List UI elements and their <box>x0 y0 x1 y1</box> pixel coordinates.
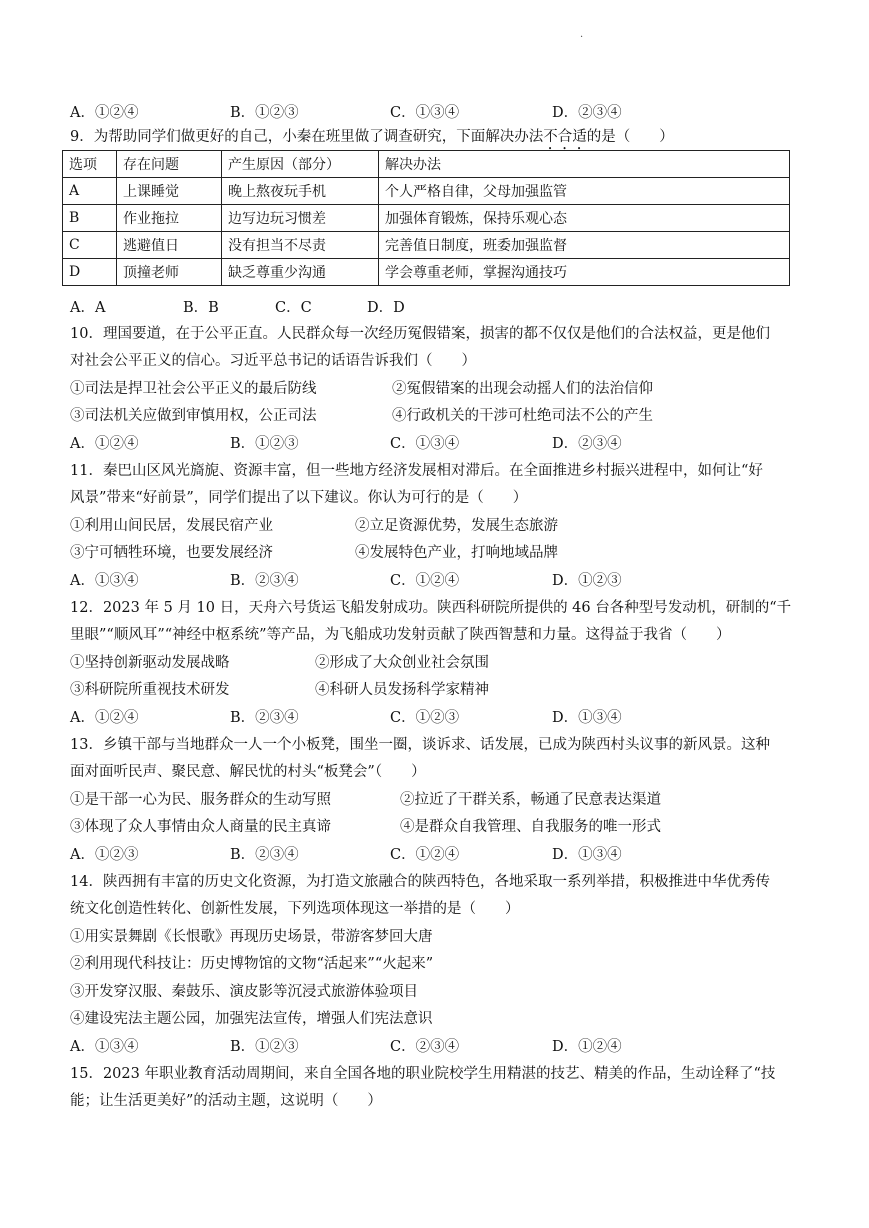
q14-option-a[interactable]: A．①③④ <box>70 1039 139 1055</box>
q8-options <box>70 101 790 123</box>
q13-statement-4: ④是群众自我管理、自我服务的唯一形式 <box>400 819 661 835</box>
q8-option-a[interactable]: A．①②④ <box>70 105 139 121</box>
q9-option-b[interactable]: B．B <box>183 300 219 316</box>
table-cell: 个人严格自律，父母加强监管 <box>379 178 790 205</box>
q9-stem <box>70 125 674 153</box>
q12-statement-4: ④科研人员发扬科学家精神 <box>315 682 489 698</box>
q10-statement-1: ①司法是捍卫社会公平正义的最后防线 <box>70 381 317 397</box>
q11-option-c[interactable]: C．①②④ <box>390 573 460 589</box>
table-cell: B <box>63 205 117 232</box>
q10-statements-row-2 <box>70 404 810 426</box>
table-cell: C <box>63 232 117 259</box>
q13-options <box>70 843 790 865</box>
q8-option-b[interactable]: B．①②③ <box>230 105 299 121</box>
table-header-cell: 选项 <box>63 151 117 178</box>
q13-option-b[interactable]: B．②③④ <box>230 847 299 863</box>
q12-statement-1: ①坚持创新驱动发展战略 <box>70 655 230 671</box>
q12-option-d[interactable]: D．①③④ <box>552 710 622 726</box>
q10-statement-2: ②冤假错案的出现会动摇人们的法治信仰 <box>392 381 653 397</box>
q10-option-a[interactable]: A．①②④ <box>70 436 139 452</box>
table-row <box>63 259 790 286</box>
q13-statement-1: ①是干部一心为民、服务群众的生动写照 <box>70 792 331 808</box>
table-cell: A <box>63 178 117 205</box>
table-header-cell: 解决办法 <box>379 151 790 178</box>
q11-options <box>70 569 790 591</box>
q14-stem-line-2: 统文化创造性转化、创新性发展，下列选项体现这一举措的是（ ） <box>70 901 520 917</box>
q13-stem-line-2: 面对面听民声、聚民意、解民忧的村头“板凳会”（ ） <box>70 764 426 780</box>
table-row <box>63 178 790 205</box>
q10-option-b[interactable]: B．①②③ <box>230 436 299 452</box>
table-row <box>63 205 790 232</box>
q9-option-d[interactable]: D．D <box>367 300 405 316</box>
q15-stem-line-1: 15．2023 年职业教育活动周期间，来自全国各地的职业院校学生用精湛的技艺、精美的作品，生动诠释了“技 <box>70 1066 776 1082</box>
q13-option-c[interactable]: C．①②④ <box>390 847 460 863</box>
table-cell: 作业拖拉 <box>117 205 222 232</box>
q12-option-c[interactable]: C．①②③ <box>390 710 460 726</box>
table-header-cell: 存在问题 <box>117 151 222 178</box>
q14-statement-3: ③开发穿汉服、秦鼓乐、演皮影等沉浸式旅游体验项目 <box>70 984 418 1000</box>
q10-option-d[interactable]: D．②③④ <box>552 436 622 452</box>
table-cell: 晚上熬夜玩手机 <box>222 178 379 205</box>
table-cell: 逃避值日 <box>117 232 222 259</box>
q13-option-d[interactable]: D．①③④ <box>552 847 622 863</box>
q9-options <box>70 296 790 318</box>
q12-statements-row-1 <box>70 651 810 673</box>
q10-stem-line-1: 10．理国要道，在于公平正直。人民群众每一次经历冤假错案，损害的都不仅仅是他们的合法权益，更是他们 <box>70 326 770 342</box>
table-cell: 边写边玩习惯差 <box>222 205 379 232</box>
page-dot: · <box>580 32 584 43</box>
q14-statement-4: ④建设宪法主题公园，加强宪法宣传，增强人们宪法意识 <box>70 1011 433 1027</box>
q11-statement-4: ④发展特色产业，打响地域品牌 <box>355 545 558 561</box>
q14-option-d[interactable]: D．①②④ <box>552 1039 622 1055</box>
q12-statement-2: ②形成了大众创业社会氛围 <box>315 655 489 671</box>
q13-option-a[interactable]: A．①②③ <box>70 847 139 863</box>
q9-option-c[interactable]: C．C <box>275 300 312 316</box>
q12-stem-line-1: 12．2023 年 5 月 10 日，天舟六号货运飞船发射成功。陕西科研院所提供的 46 台各种型号发动机，研制的“千 <box>70 600 792 616</box>
q9-option-a[interactable]: A．A <box>70 300 106 316</box>
q13-statements-row-1 <box>70 788 810 810</box>
q11-statement-3: ③宁可牺牲环境，也要发展经济 <box>70 545 273 561</box>
q9-stem-text-b: 的是（ ） <box>586 129 674 145</box>
q14-stem-line-1: 14．陕西拥有丰富的历史文化资源，为打造文旅融合的陕西特色，各地采取一系列举措，积极推进中华优秀传 <box>70 874 770 890</box>
q9-survey-table <box>62 150 790 286</box>
q14-option-c[interactable]: C．②③④ <box>390 1039 460 1055</box>
q10-statement-4: ④行政机关的干涉可杜绝司法不公的产生 <box>392 408 653 424</box>
q12-options <box>70 706 790 728</box>
q13-statements-row-2 <box>70 815 810 837</box>
q14-option-b[interactable]: B．①②③ <box>230 1039 299 1055</box>
q9-stem-emphasis: 不合适 <box>543 129 587 145</box>
q11-statement-2: ②立足资源优势，发展生态旅游 <box>355 518 558 534</box>
q10-options <box>70 432 790 454</box>
table-header-cell: 产生原因（部分） <box>222 151 379 178</box>
table-cell: 缺乏尊重少沟通 <box>222 259 379 286</box>
q11-option-a[interactable]: A．①③④ <box>70 573 139 589</box>
table-cell: 完善值日制度，班委加强监督 <box>379 232 790 259</box>
q12-statements-row-2 <box>70 678 810 700</box>
q8-option-c[interactable]: C．①③④ <box>390 105 460 121</box>
q11-statements-row-1 <box>70 514 810 536</box>
q9-stem-text-a: 9．为帮助同学们做更好的自己，小秦在班里做了调查研究，下面解决办法 <box>70 129 544 145</box>
q13-statement-2: ②拉近了干群关系，畅通了民意表达渠道 <box>400 792 661 808</box>
q12-stem-line-2: 里眼”“顺风耳”“神经中枢系统”等产品，为飞船成功发射贡献了陕西智慧和力量。这得益于我省（ ） <box>70 627 731 643</box>
table-cell: 上课睡觉 <box>117 178 222 205</box>
q11-stem-line-2: 风景”带来“好前景”，同学们提出了以下建议。你认为可行的是（ ） <box>70 490 528 506</box>
table-cell: 顶撞老师 <box>117 259 222 286</box>
q12-option-b[interactable]: B．②③④ <box>230 710 299 726</box>
q14-statement-2: ②利用现代科技让：历史博物馆的文物“活起来”“火起来” <box>70 956 434 972</box>
q10-stem-line-2: 对社会公平正义的信心。习近平总书记的话语告诉我们（ ） <box>70 353 476 369</box>
q11-statement-1: ①利用山间民居，发展民宿产业 <box>70 518 273 534</box>
q10-statement-3: ③司法机关应做到审慎用权，公正司法 <box>70 408 317 424</box>
q15-stem-line-2: 能；让生活更美好”的活动主题，这说明（ ） <box>70 1093 382 1109</box>
q12-option-a[interactable]: A．①②④ <box>70 710 139 726</box>
table-cell: 学会尊重老师，掌握沟通技巧 <box>379 259 790 286</box>
q11-stem-line-1: 11．秦巴山区风光旖旎、资源丰富，但一些地方经济发展相对滞后。在全面推进乡村振兴进程中，如何让“好 <box>70 463 763 479</box>
q14-statement-1: ①用实景舞剧《长恨歌》再现历史场景，带游客梦回大唐 <box>70 929 433 945</box>
q11-option-b[interactable]: B．②③④ <box>230 573 299 589</box>
q12-statement-3: ③科研院所重视技术研发 <box>70 682 230 698</box>
table-header-row <box>63 151 790 178</box>
q14-options <box>70 1035 790 1057</box>
table-cell: D <box>63 259 117 286</box>
q11-option-d[interactable]: D．①②③ <box>552 573 622 589</box>
q10-option-c[interactable]: C．①③④ <box>390 436 460 452</box>
q8-option-d[interactable]: D．②③④ <box>552 105 622 121</box>
q11-statements-row-2 <box>70 541 810 563</box>
table-cell: 没有担当不尽责 <box>222 232 379 259</box>
table-row <box>63 232 790 259</box>
q13-statement-3: ③体现了众人事情由众人商量的民主真谛 <box>70 819 331 835</box>
table-cell: 加强体育锻炼，保持乐观心态 <box>379 205 790 232</box>
q10-statements-row-1 <box>70 377 810 399</box>
q13-stem-line-1: 13．乡镇干部与当地群众一人一个小板凳，围坐一圈，谈诉求、话发展，已成为陕西村头议事的新风景。这种 <box>70 737 770 753</box>
